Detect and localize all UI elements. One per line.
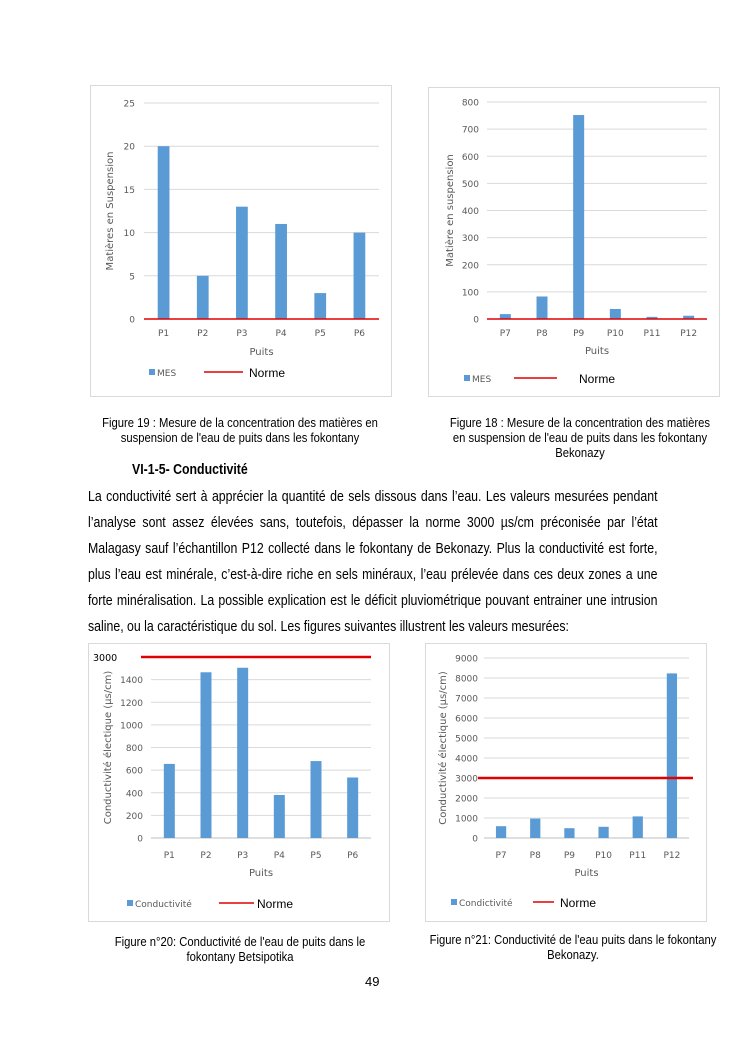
y-tick-label: 400 — [461, 207, 479, 217]
bar-p5 — [311, 761, 322, 838]
x-tick-label: P5 — [310, 851, 322, 861]
x-tick-label: P12 — [680, 329, 698, 339]
caption-line: suspension de l'eau de puits dans les fokontany — [120, 431, 360, 445]
y-tick-label: 1000 — [120, 721, 143, 732]
x-tick-label: P3 — [237, 851, 249, 861]
y-tick-label: 10 — [123, 229, 135, 240]
y-tick-label: 1400 — [120, 676, 143, 687]
y-tick-label: 600 — [125, 766, 143, 777]
chart-svg — [426, 644, 706, 921]
y-tick-label: 200 — [461, 261, 479, 272]
x-tick-label: P11 — [643, 329, 661, 339]
y-tick-label: 5000 — [455, 734, 478, 745]
paragraph-line: saline, ou la caractéristique du sol. Les figures suivantes illustrent les valeurs mesurées: — [88, 619, 569, 635]
y-tick-label: 0 — [129, 315, 135, 326]
x-tick-label: P9 — [563, 851, 575, 861]
y-tick-label: 3000 — [455, 774, 478, 785]
x-tick-label: P10 — [606, 329, 624, 339]
x-tick-label: P10 — [595, 851, 613, 861]
x-tick-label: P12 — [663, 851, 681, 861]
caption-line: Figure 19 : Mesure de la concentration des matières en — [102, 416, 378, 430]
legend-series-label: MES — [472, 375, 492, 385]
legend-norme-label: Norme — [560, 896, 597, 910]
norme-value-label: 3000 — [93, 653, 118, 664]
y-tick-label: 9000 — [455, 654, 478, 665]
x-tick-label: P11 — [629, 851, 647, 861]
bar-p1 — [164, 764, 175, 838]
paragraph-line: La conductivité sert à apprécier la quantité de sels dissous dans l’eau. Les valeurs mesurées pendant — [88, 489, 658, 505]
bar-p7 — [496, 826, 506, 838]
legend-norme-label: Norme — [257, 897, 294, 911]
y-tick-label: 800 — [125, 744, 143, 754]
y-tick-label: 400 — [125, 789, 143, 800]
legend-swatch — [464, 375, 470, 381]
y-tick-label: 600 — [461, 152, 479, 163]
y-tick-label: 500 — [461, 179, 479, 190]
x-tick-label: P7 — [499, 329, 511, 339]
x-axis-title: Puits — [574, 868, 599, 879]
y-axis-title: Matière en suspension — [445, 154, 456, 267]
caption-line: Bekonazy. — [547, 948, 599, 962]
page-number: 49 — [365, 974, 380, 989]
x-tick-label: P6 — [353, 329, 365, 339]
paragraph-line: plus l’eau est minérale, c’est-à-dire riche en sels minéraux, l’eau prélevée dans ces deux zones a une — [88, 567, 658, 583]
bar-p9 — [573, 115, 584, 319]
x-tick-label: P3 — [236, 329, 248, 339]
chart-svg — [91, 86, 391, 396]
x-tick-label: P5 — [314, 329, 326, 339]
y-tick-label: 5 — [129, 272, 135, 283]
legend-norme-label: Norme — [249, 366, 286, 380]
bar-p8 — [537, 296, 548, 319]
bar-p9 — [564, 828, 574, 838]
bar-p2 — [197, 276, 209, 319]
y-tick-label: 2000 — [455, 794, 478, 805]
bar-p8 — [530, 819, 540, 838]
legend-series-label: Condictivité — [459, 899, 513, 909]
chart-svg — [429, 88, 719, 396]
y-tick-label: 100 — [461, 288, 479, 299]
bar-p6 — [347, 777, 358, 838]
bar-p10 — [598, 827, 608, 838]
legend-swatch — [149, 369, 155, 375]
bar-p2 — [201, 672, 212, 838]
paragraph-line: l’analyse sont assez élevées sans, toutefois, dépasser la norme 3000 µs/cm préconisée par l’état — [88, 515, 658, 531]
bar-p12 — [667, 673, 677, 838]
bar-p3 — [236, 207, 248, 319]
x-tick-label: P2 — [200, 851, 212, 861]
x-axis-title: Puits — [249, 347, 274, 358]
y-tick-label: 700 — [461, 125, 479, 136]
y-tick-label: 0 — [137, 834, 143, 845]
chart-conductivite-betsipotika — [88, 643, 390, 922]
bar-p11 — [633, 816, 643, 838]
y-tick-label: 25 — [123, 99, 135, 110]
bar-p6 — [354, 233, 366, 319]
x-axis-title: Puits — [248, 868, 274, 879]
bar-p1 — [158, 146, 170, 319]
x-tick-label: P6 — [347, 851, 359, 861]
figure-21-caption — [425, 933, 722, 963]
bar-p4 — [275, 224, 287, 319]
legend-swatch — [127, 900, 133, 906]
caption-line: Figure 18 : Mesure de la concentration des matières — [449, 416, 711, 430]
y-tick-label: 4000 — [455, 754, 478, 765]
figure-19-caption — [96, 416, 384, 446]
chart-svg — [89, 644, 389, 921]
x-tick-label: P1 — [158, 329, 170, 339]
chart-mes-betsipotika — [90, 85, 392, 397]
y-tick-label: 6000 — [455, 714, 478, 725]
x-tick-label: P8 — [536, 329, 548, 339]
paragraph-line: Malagasy sauf l’échantillon P12 collecté dans le fokontany de Bekonazy. Plus la conductivité est forte, — [88, 541, 658, 557]
chart-mes-bekonazy — [428, 87, 720, 397]
y-tick-label: 7000 — [455, 694, 478, 705]
y-tick-label: 15 — [123, 185, 135, 196]
y-tick-label: 1000 — [455, 814, 478, 825]
y-axis-title: Conductivité électique (µs/cm) — [103, 670, 114, 825]
y-tick-label: 1200 — [120, 698, 143, 709]
bar-p3 — [237, 668, 248, 838]
legend-norme-label: Norme — [579, 372, 616, 386]
x-tick-label: P1 — [163, 851, 175, 861]
x-axis-title: Puits — [584, 346, 610, 357]
caption-line: Figure n°21: Conductivité de l'eau puits dans le fokontany — [429, 933, 717, 947]
figure-18-caption — [436, 416, 724, 461]
legend-swatch — [451, 899, 457, 905]
y-axis-title: Matières en Suspension — [105, 151, 116, 271]
y-tick-label: 800 — [461, 98, 479, 109]
y-axis-title: Conductivité électique (µs/cm) — [438, 671, 449, 825]
y-tick-label: 300 — [461, 234, 479, 245]
figure-20-caption — [96, 935, 384, 965]
y-tick-label: 200 — [125, 811, 143, 822]
y-tick-label: 0 — [473, 315, 479, 326]
x-tick-label: P7 — [495, 851, 507, 861]
bar-p5 — [314, 293, 326, 319]
y-tick-label: 20 — [123, 142, 135, 153]
bar-p4 — [274, 795, 285, 838]
x-tick-label: P8 — [529, 851, 541, 861]
legend-series-label: Conductivité — [135, 900, 192, 910]
section-heading: VI-1-5- Conductivité — [132, 462, 248, 478]
caption-line: en suspension de l'eau de puits dans les fokontany — [452, 431, 708, 445]
bar-p10 — [610, 309, 621, 319]
caption-line: Bekonazy — [555, 446, 605, 460]
caption-line: Figure n°20: Conductivité de l'eau de puits dans le — [114, 935, 366, 949]
legend-series-label: MES — [157, 369, 177, 379]
paragraph-line: forte minéralisation. La possible explication est le déficit pluviométrique pouvant entrainer une intrusion — [88, 593, 658, 609]
x-tick-label: P4 — [273, 851, 285, 861]
caption-line: fokontany Betsipotika — [186, 950, 294, 964]
x-tick-label: P9 — [573, 329, 585, 339]
chart-conductivite-bekonazy — [425, 643, 707, 922]
x-tick-label: P4 — [275, 329, 287, 339]
y-tick-label: 0 — [472, 834, 478, 845]
y-tick-label: 8000 — [455, 674, 478, 685]
x-tick-label: P2 — [197, 329, 209, 339]
